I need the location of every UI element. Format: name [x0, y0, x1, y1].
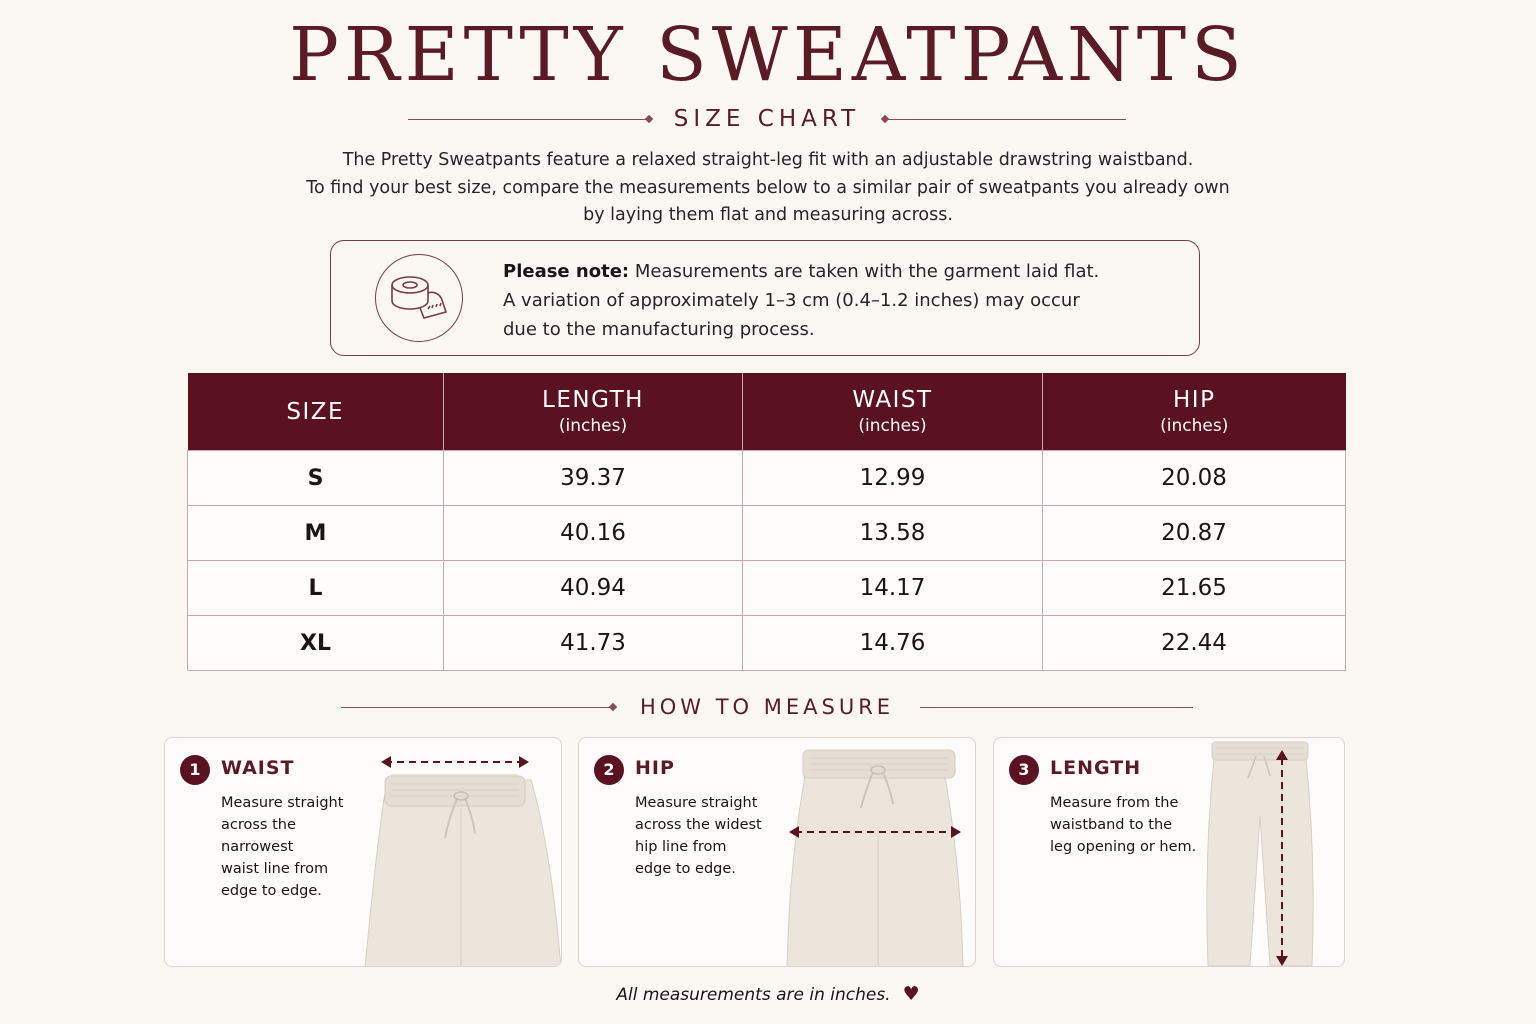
- header-label: LENGTH: [542, 386, 644, 413]
- heart-icon: ♥: [902, 983, 920, 1005]
- hip-cell: 20.87: [1043, 506, 1346, 561]
- header-size: [188, 373, 444, 451]
- header-label: WAIST: [852, 386, 933, 413]
- length-cell: 40.16: [444, 506, 743, 561]
- card-desc-line: Measure straight: [221, 795, 344, 811]
- card-desc-line: waistband to the: [1050, 817, 1173, 833]
- card-desc-line: across the widest: [635, 817, 762, 833]
- measure-card-waist: [164, 737, 562, 967]
- length-cell: 39.37: [444, 451, 743, 506]
- card-title: WAIST: [221, 757, 295, 779]
- sweatpants-length-illustration: [1200, 740, 1320, 967]
- header-waist: [743, 373, 1043, 451]
- card-desc-line: Measure from the: [1050, 795, 1179, 811]
- card-description: [221, 792, 371, 902]
- size-chart-subtitle: SIZE CHART: [673, 106, 861, 132]
- note-label: Please note:: [503, 261, 630, 282]
- card-description: [1050, 792, 1200, 858]
- header-unit: (inches): [1160, 415, 1229, 436]
- page-title: PRETTY SWEATPANTS: [289, 12, 1247, 98]
- intro-line: The Pretty Sweatpants feature a relaxed straight-leg fit with an adjustable drawstring waistband.: [342, 150, 1194, 170]
- table-row: [188, 506, 1346, 561]
- hip-cell: 22.44: [1043, 616, 1346, 671]
- note-box: [330, 240, 1200, 356]
- note-line: due to the manufacturing process.: [503, 319, 815, 340]
- size-cell: S: [188, 451, 444, 506]
- divider-line-right: [920, 707, 1193, 708]
- hip-cell: 21.65: [1043, 561, 1346, 616]
- size-table: [187, 373, 1346, 671]
- card-desc-line: edge to edge.: [635, 861, 736, 877]
- length-cell: 41.73: [444, 616, 743, 671]
- length-cell: 40.94: [444, 561, 743, 616]
- table-header-row: [188, 373, 1346, 451]
- measure-card-length: [993, 737, 1345, 967]
- intro-line: To find your best size, compare the measurements below to a similar pair of sweatpants you already own: [306, 177, 1230, 198]
- step-number-badge: 3: [1009, 755, 1039, 785]
- hip-cell: 20.08: [1043, 451, 1346, 506]
- header-unit: (inches): [858, 415, 927, 436]
- card-desc-line: edge to edge.: [221, 883, 322, 899]
- divider-line-right: [884, 119, 1126, 120]
- table-row: [188, 451, 1346, 506]
- sweatpants-waist-illustration: [361, 748, 562, 967]
- step-number-badge: 1: [180, 755, 210, 785]
- waist-cell: 14.17: [743, 561, 1043, 616]
- header-unit: (inches): [558, 415, 628, 436]
- card-desc-line: across the narrowest: [221, 817, 296, 855]
- header-hip: [1043, 373, 1346, 451]
- note-text: [503, 257, 1183, 344]
- step-number-badge: 2: [594, 755, 624, 785]
- footer-text: All measurements are in inches.: [616, 985, 891, 1005]
- sweatpants-hip-illustration: [783, 746, 976, 967]
- header-length: [444, 373, 743, 451]
- footer-note: [0, 983, 1536, 1005]
- card-desc-line: Measure straight: [635, 795, 758, 811]
- card-description: [635, 792, 785, 880]
- waist-cell: 12.99: [743, 451, 1043, 506]
- how-to-measure-title: HOW TO MEASURE: [639, 695, 895, 719]
- how-to-measure-divider: [341, 692, 1193, 722]
- card-desc-line: waist line from: [221, 861, 329, 877]
- measuring-tape-icon: [375, 254, 463, 342]
- waist-cell: 13.58: [743, 506, 1043, 561]
- table-row: [188, 561, 1346, 616]
- measure-card-hip: [578, 737, 976, 967]
- size-cell: M: [188, 506, 444, 561]
- subtitle-divider: [408, 103, 1126, 135]
- divider-line-left: [408, 119, 650, 120]
- header-label: HIP: [1173, 386, 1216, 413]
- waist-cell: 14.76: [743, 616, 1043, 671]
- card-desc-line: leg opening or hem.: [1050, 839, 1197, 855]
- card-desc-line: hip line from: [635, 839, 727, 855]
- header-label: SIZE: [286, 398, 345, 425]
- divider-line-left: [341, 707, 614, 708]
- size-cell: L: [188, 561, 444, 616]
- card-title: LENGTH: [1050, 757, 1142, 779]
- note-line: Measurements are taken with the garment laid flat.: [634, 261, 1100, 282]
- table-row: [188, 616, 1346, 671]
- card-title: HIP: [635, 757, 675, 779]
- note-line: A variation of approximately 1–3 cm (0.4–1.2 inches) may occur: [503, 290, 1080, 311]
- intro-text: [268, 147, 1268, 230]
- size-cell: XL: [188, 616, 444, 671]
- intro-line: by laying them flat and measuring across.: [583, 205, 953, 225]
